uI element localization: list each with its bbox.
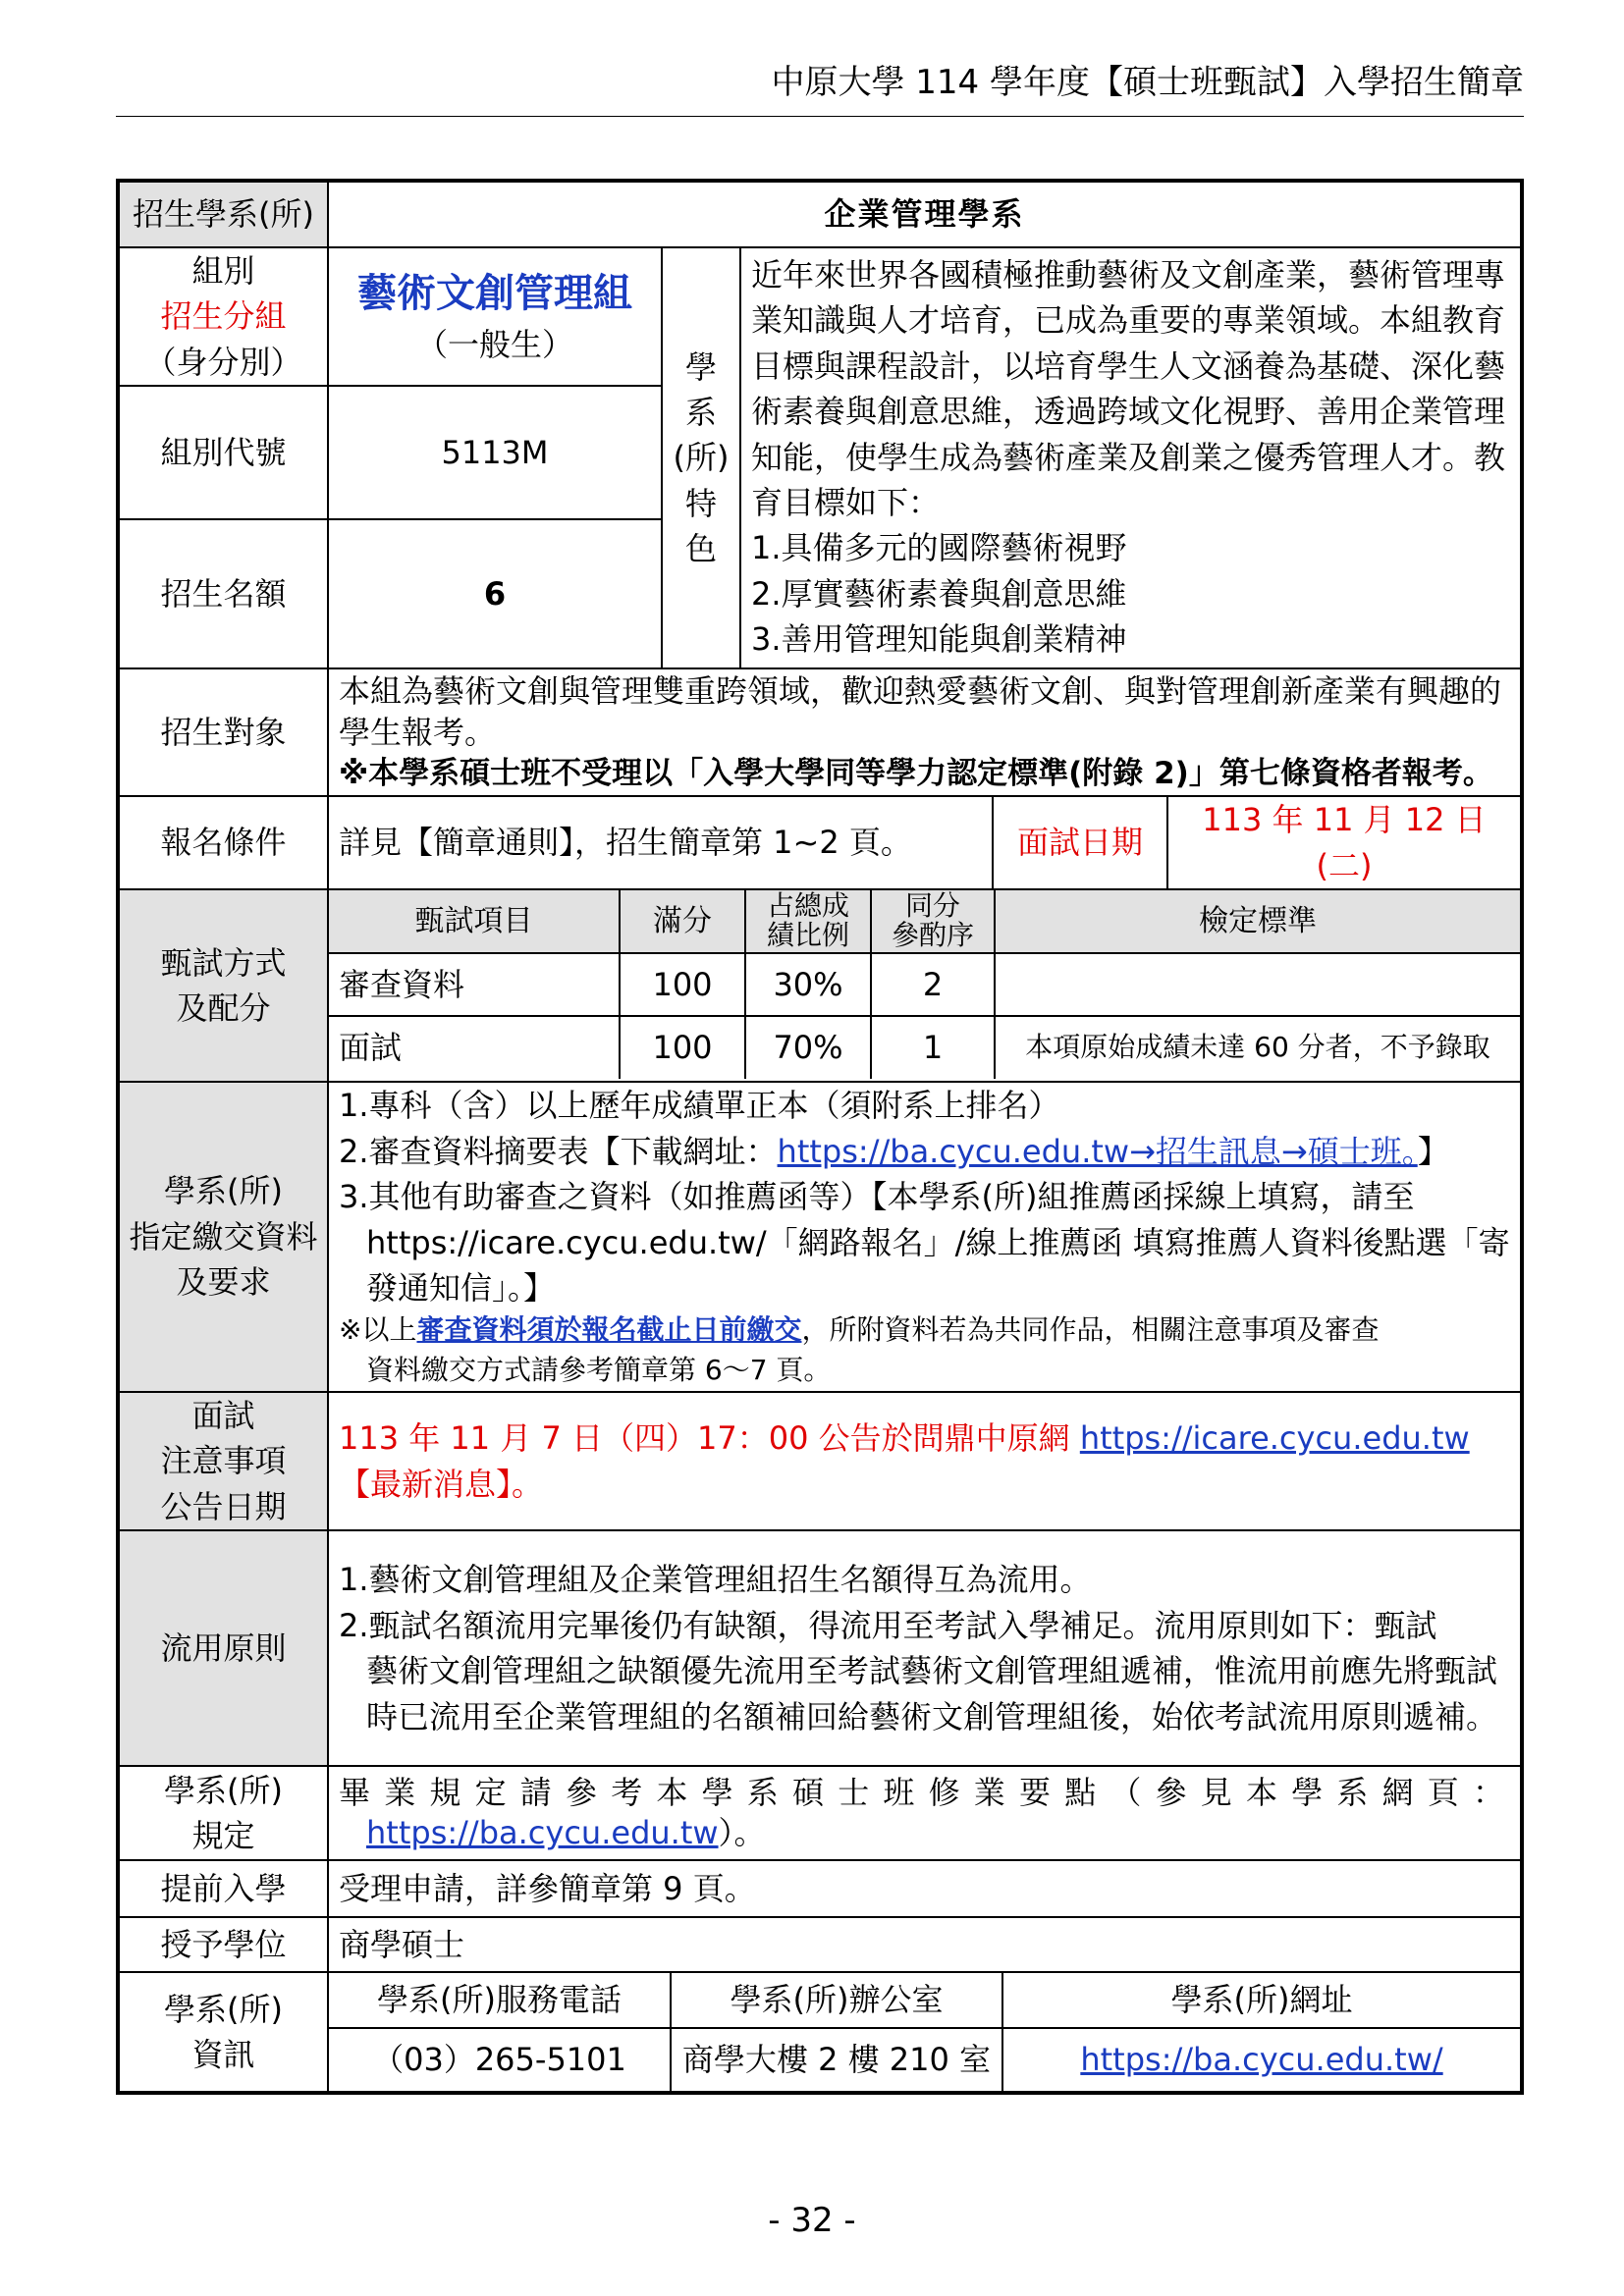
documents-item-2-prefix: 2.審查資料摘要表【下載網址： bbox=[339, 1132, 778, 1170]
documents-note-line-2: 資料繳交方式請參考簡章第 6～7 頁。 bbox=[366, 1353, 832, 1386]
quota-value: 6 bbox=[328, 519, 662, 668]
documents-item-3-line-2: https://icare.cycu.edu.tw/「網路報名」/線上推薦函 填寫推薦人資料後點選「寄 bbox=[366, 1223, 1510, 1261]
info-cell bbox=[328, 1972, 1522, 2093]
exam-row-1-item: 審查資料 bbox=[329, 953, 620, 1016]
documents-download-link[interactable]: https://ba.cycu.edu.tw→招生訊息→碩士班。 bbox=[777, 1132, 1418, 1170]
exam-header-ratio bbox=[745, 890, 871, 953]
early-text: 受理申請，詳參簡章第 9 頁。 bbox=[328, 1860, 1522, 1917]
rules-label-line-1: 學系(所) bbox=[164, 1771, 283, 1809]
degree-label: 授予學位 bbox=[118, 1917, 328, 1972]
info-label-line-1: 學系(所) bbox=[164, 1990, 283, 2028]
documents-note bbox=[339, 1310, 1510, 1351]
documents-item-3-line-3: 發通知信」。】 bbox=[366, 1268, 556, 1307]
exam-row-2-tie: 1 bbox=[871, 1016, 995, 1079]
interview-date-label: 面試日期 bbox=[993, 797, 1167, 888]
documents-note-suffix: ，所附資料若為共同作品，相關注意事項及審查 bbox=[801, 1313, 1380, 1347]
group-name: 藝術文創管理組 bbox=[357, 271, 632, 317]
transfer-item-2-line-1: 2.甄試名額流用完畢後仍有缺額，得流用至考試入學補足。流用原則如下：甄試 bbox=[339, 1606, 1437, 1644]
interview-date: 113 年 11 月 12 日(二) bbox=[1202, 801, 1487, 884]
dept-label: 招生學系(所) bbox=[118, 181, 328, 247]
exam-cell bbox=[328, 889, 1522, 1082]
exam-row-1-criteria bbox=[995, 953, 1520, 1016]
exam-row bbox=[329, 1016, 1520, 1079]
info-phone: （03）265-5101 bbox=[329, 2028, 671, 2091]
code-label: 組別代號 bbox=[118, 386, 328, 519]
admission-table bbox=[116, 179, 1524, 2095]
announce-suffix: 【最新消息】。 bbox=[339, 1465, 544, 1503]
rules-link[interactable]: https://ba.cycu.edu.tw bbox=[366, 1814, 719, 1852]
announce-link[interactable]: https://icare.cycu.edu.tw bbox=[1079, 1419, 1470, 1458]
announce-label bbox=[118, 1392, 328, 1530]
exam-label bbox=[118, 889, 328, 1082]
rules-label-line-2: 規定 bbox=[191, 1817, 255, 1855]
rules-suffix: ）。 bbox=[718, 1814, 766, 1852]
exam-row-2-criteria: 本項原始成績未達 60 分者，不予錄取 bbox=[995, 1016, 1520, 1079]
documents-item-3-line-1: 3.其他有助審查之資料（如推薦函等）【本學系(所)組推薦函採線上填寫，請至 bbox=[339, 1178, 1415, 1216]
transfer-label: 流用原則 bbox=[118, 1530, 328, 1766]
exam-header-tie bbox=[871, 890, 995, 953]
early-label: 提前入學 bbox=[118, 1860, 328, 1917]
features-goal-3: 3.善用管理知能與創業精神 bbox=[751, 620, 1127, 659]
documents-cell bbox=[328, 1082, 1522, 1392]
group-code: 5113M bbox=[328, 386, 662, 519]
target-note: ※本學系碩士班不受理以「入學大學同等學力認定標準(附錄 2)」第七條資格者報考。 bbox=[339, 755, 1493, 791]
group-label-line-1: 組別 bbox=[191, 252, 255, 290]
exam-row-2-ratio: 70% bbox=[745, 1016, 871, 1079]
exam-row-1-tie: 2 bbox=[871, 953, 995, 1016]
exam-header-full: 滿分 bbox=[620, 890, 745, 953]
features-text bbox=[740, 247, 1522, 668]
features-label-char-5: 色 bbox=[684, 530, 717, 568]
info-office-label: 學系(所)辦公室 bbox=[671, 1973, 1002, 2028]
target-label: 招生對象 bbox=[118, 668, 328, 796]
info-phone-label: 學系(所)服務電話 bbox=[329, 1973, 671, 2028]
page-number: - 32 - bbox=[768, 2201, 856, 2240]
exam-header-tie-line-1: 同分 bbox=[904, 888, 960, 922]
dept-name: 企業管理學系 bbox=[328, 181, 1522, 247]
group-label bbox=[118, 247, 328, 386]
exam-label-line-2: 及配分 bbox=[176, 988, 271, 1027]
info-label-line-2: 資訊 bbox=[191, 2036, 255, 2074]
exam-row bbox=[329, 953, 1520, 1016]
documents-note-prefix: ※以上 bbox=[339, 1313, 417, 1347]
announce-text: 113 年 11 月 7 日（四）17：00 公告於問鼎中原網 bbox=[339, 1419, 1080, 1458]
documents-item-2-suffix: 】 bbox=[1417, 1132, 1449, 1170]
rules-text: 畢業規定請參考本學系碩士班修業要點（參見本學系網頁： bbox=[339, 1773, 1510, 1811]
rules-cell bbox=[328, 1766, 1522, 1860]
features-label-char-3: (所) bbox=[673, 439, 730, 477]
documents-item-2 bbox=[339, 1129, 1510, 1174]
exam-row-1-full: 100 bbox=[620, 953, 745, 1016]
exam-header-item: 甄試項目 bbox=[329, 890, 620, 953]
header-rule bbox=[116, 116, 1524, 117]
announce-cell bbox=[328, 1392, 1522, 1530]
exam-header-criteria: 檢定標準 bbox=[995, 890, 1520, 953]
features-intro: 近年來世界各國積極推動藝術及文創產業，藝術管理專業知識與人才培育，已成為重要的專業領域。本組教育目標與課程設計，以培育學生人文涵養為基礎、深化藝術素養與創意思維，透過跨域文化視野、善用企業管理知能，使學生成為藝術產業及創業之優秀管理人才。教育目標如下： bbox=[751, 256, 1506, 521]
features-label-char-1: 學 bbox=[684, 347, 717, 386]
transfer-item-2-rest: 藝術文創管理組之缺額優先流用至考試藝術文創管理組遞補，惟流用前應先將甄試時已流用至企業管理組的名額補回給藝術文創管理組後，始依考試流用原則遞補。 bbox=[366, 1652, 1498, 1735]
exam-row-2-item: 面試 bbox=[329, 1016, 620, 1079]
announce-label-line-3: 公告日期 bbox=[160, 1487, 287, 1525]
exam-header-ratio-line-2: 績比例 bbox=[766, 919, 849, 952]
exam-label-line-1: 甄試方式 bbox=[160, 943, 287, 982]
exam-row-2-full: 100 bbox=[620, 1016, 745, 1079]
exam-header-ratio-line-1: 占總成 bbox=[766, 888, 849, 922]
documents-label-line-3: 及要求 bbox=[176, 1263, 271, 1302]
info-web-label: 學系(所)網址 bbox=[1002, 1973, 1520, 2028]
conditions-cell bbox=[328, 796, 1522, 889]
group-name-cell bbox=[328, 247, 662, 386]
documents-label-line-1: 學系(所) bbox=[164, 1172, 283, 1210]
announce-label-line-1: 面試 bbox=[191, 1396, 255, 1434]
features-label-char-4: 特 bbox=[684, 484, 717, 522]
info-label bbox=[118, 1972, 328, 2093]
features-label-char-2: 系 bbox=[684, 394, 717, 431]
exam-header-tie-line-2: 參酌序 bbox=[891, 919, 974, 952]
documents-label-line-2: 指定繳交資料 bbox=[129, 1217, 318, 1255]
group-identity: （一般生） bbox=[415, 326, 573, 364]
documents-label bbox=[118, 1082, 328, 1392]
group-label-line-3: （身分別） bbox=[144, 343, 302, 381]
features-goal-1: 1.具備多元的國際藝術視野 bbox=[751, 529, 1127, 567]
rules-label bbox=[118, 1766, 328, 1860]
announce-label-line-2: 注意事項 bbox=[160, 1442, 287, 1480]
degree-text: 商學碩士 bbox=[328, 1917, 1522, 1972]
target-cell bbox=[328, 668, 1522, 796]
page-header: 中原大學 114 學年度【碩士班甄試】入學招生簡章 bbox=[771, 63, 1524, 102]
documents-note-bold: 審查資料須於報名截止日前繳交 bbox=[416, 1313, 802, 1347]
exam-table bbox=[329, 890, 1520, 1079]
exam-row-1-ratio: 30% bbox=[745, 953, 871, 1016]
group-label-line-2: 招生分組 bbox=[160, 297, 287, 336]
conditions-text: 詳見【簡章通則】，招生簡章第 1~2 頁。 bbox=[329, 797, 993, 888]
transfer-cell bbox=[328, 1530, 1522, 1766]
info-office: 商學大樓 2 樓 210 室 bbox=[671, 2028, 1002, 2091]
transfer-item-1: 1.藝術文創管理組及企業管理組招生名額得互為流用。 bbox=[339, 1561, 1092, 1599]
target-text: 本組為藝術文創與管理雙重跨領域，歡迎熱愛藝術文創、與對管理創新產業有興趣的學生報考。 bbox=[339, 672, 1502, 752]
features-label bbox=[662, 247, 740, 668]
info-web bbox=[1002, 2028, 1520, 2091]
features-goal-2: 2.厚實藝術素養與創意思維 bbox=[751, 574, 1127, 613]
info-web-link[interactable]: https://ba.cycu.edu.tw/ bbox=[1080, 2041, 1443, 2079]
quota-label: 招生名額 bbox=[118, 519, 328, 668]
conditions-label: 報名條件 bbox=[118, 796, 328, 889]
documents-item-1: 1.專科（含）以上歷年成績單正本（須附系上排名） bbox=[339, 1087, 1060, 1125]
